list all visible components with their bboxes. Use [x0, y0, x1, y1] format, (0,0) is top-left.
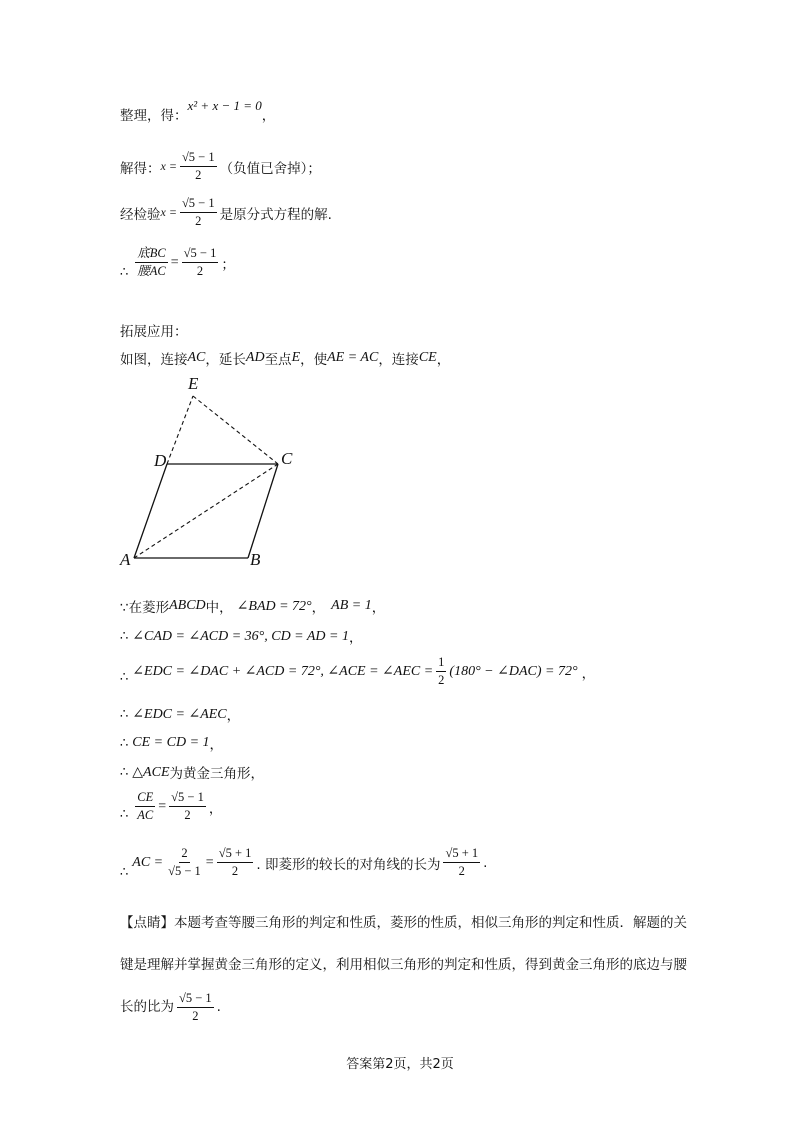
text: 经检验	[120, 206, 161, 223]
line-ratio	[120, 246, 235, 279]
math: AC	[187, 350, 206, 365]
label-a: A	[120, 550, 131, 569]
math: E	[291, 350, 301, 365]
segment-ec	[193, 396, 278, 464]
numerator: 2	[179, 846, 189, 863]
text: ；	[221, 256, 235, 273]
numerator: √5 + 1	[443, 846, 480, 863]
math: ABCD	[169, 598, 206, 613]
fraction	[135, 790, 155, 823]
line-extension-heading	[120, 320, 188, 340]
math: x =	[160, 205, 177, 219]
comment-text: 【点睛】本题考查等腰三角形的判定和性质，菱形的性质，相似三角形的判定和性质．解题的关键是理解并掌握黄金三角形的定义，利用相似三角形的判定和性质，得到黄金三角形的底边与腰长的比为	[120, 915, 687, 1015]
fraction	[166, 846, 203, 879]
therefore-symbol: ∴	[120, 764, 129, 780]
equals: =	[205, 854, 214, 870]
text: ，延长	[205, 352, 246, 368]
math: AE = AC	[327, 350, 379, 365]
denominator: 2	[231, 864, 239, 878]
label-b: B	[250, 550, 261, 569]
line-solve	[120, 150, 321, 183]
numerator: 1	[436, 655, 446, 672]
math: AD	[245, 350, 265, 365]
line-ce-cd	[120, 733, 223, 753]
diagonal-ac	[134, 464, 278, 558]
denominator: 2	[195, 214, 202, 228]
label-c: C	[281, 449, 293, 468]
fraction	[135, 246, 167, 279]
numerator: √5 − 1	[180, 196, 217, 213]
line-edc-aec	[120, 704, 240, 724]
math: △ACE	[132, 764, 170, 780]
fraction	[217, 846, 254, 879]
math: ∠BAD = 72°	[236, 598, 312, 614]
equation: x² + x − 1 = 0	[187, 98, 262, 113]
comment-paragraph	[120, 902, 690, 1028]
text: 至点	[264, 352, 292, 368]
text: 中，	[205, 600, 233, 616]
math: AB = 1	[331, 598, 372, 613]
text: 如图，连接	[120, 352, 188, 368]
side-bc	[248, 464, 278, 558]
line-angle-edc	[120, 655, 595, 688]
text: ，	[208, 800, 223, 817]
text: 解得：	[120, 160, 161, 177]
text: 是原分式方程的解.	[219, 206, 332, 223]
text: ∵在菱形	[120, 600, 170, 616]
fraction	[436, 655, 446, 688]
text: ，	[226, 708, 241, 724]
side-da	[134, 464, 167, 558]
text: ，连接	[378, 352, 419, 368]
label-d: D	[154, 451, 167, 470]
therefore-symbol: ∴	[120, 670, 129, 685]
denominator: 腰AC	[137, 264, 166, 278]
denominator: 2	[458, 864, 465, 878]
line-angle-cad	[120, 626, 363, 646]
line-verify	[120, 196, 332, 229]
text: 拓展应用：	[120, 324, 188, 340]
therefore-symbol: ∴	[120, 735, 129, 751]
denominator: 2	[438, 673, 445, 687]
fraction	[182, 246, 219, 279]
numerator: √5 − 1	[169, 790, 206, 807]
page-footer: 答案第2页，共2页	[346, 1057, 454, 1072]
equals: =	[158, 798, 167, 814]
label-e: E	[188, 374, 199, 393]
therefore-symbol: ∴	[120, 265, 129, 280]
fraction	[180, 196, 217, 229]
text: 为黄金三角形，	[169, 766, 264, 782]
fraction	[169, 790, 206, 823]
math: ∠EDC = ∠AEC	[132, 706, 227, 722]
text: ，	[261, 108, 276, 124]
numerator: √5 − 1	[180, 150, 217, 167]
denominator: 2	[184, 808, 191, 822]
text: ，	[311, 600, 326, 616]
math: (180° − ∠DAC) = 72°	[449, 664, 578, 679]
text: ，	[209, 737, 224, 753]
numerator: √5 − 1	[177, 991, 214, 1008]
text: ，	[349, 630, 363, 646]
denominator: 2	[196, 264, 204, 278]
text: ，	[371, 600, 386, 616]
denominator: √5 − 1	[168, 864, 201, 878]
fraction	[177, 991, 214, 1024]
line-golden-triangle	[120, 762, 264, 782]
numerator: √5 − 1	[182, 246, 219, 263]
text: ，使	[300, 352, 328, 368]
math: AC =	[132, 854, 164, 870]
math: CE	[418, 350, 437, 365]
math: ∠CAD = ∠ACD = 36°, CD = AD = 1	[132, 628, 349, 644]
numerator: 底BC	[135, 246, 167, 263]
text: 整理，得：	[120, 108, 188, 124]
equals: =	[170, 254, 179, 270]
text: （负值已舍掉）；	[219, 160, 321, 177]
comment-end: .	[216, 999, 221, 1015]
denominator: AC	[137, 808, 154, 822]
text: . 即菱形的较长的对角线的长为	[256, 856, 441, 873]
rhombus-figure	[110, 372, 310, 572]
therefore-symbol: ∴	[120, 628, 129, 644]
line-given	[120, 596, 385, 616]
line-construction	[120, 348, 450, 368]
fraction	[443, 846, 480, 879]
numerator: CE	[135, 790, 155, 807]
denominator: 2	[195, 168, 202, 182]
numerator: √5 + 1	[217, 846, 254, 863]
math: ∠EDC = ∠DAC + ∠ACD = 72°, ∠ACE = ∠AEC =	[132, 664, 434, 679]
segment-de	[167, 396, 193, 464]
fraction	[180, 150, 217, 183]
math: x =	[160, 159, 177, 173]
therefore-symbol: ∴	[120, 807, 129, 822]
text: .	[483, 854, 488, 871]
text: ，	[436, 352, 451, 368]
therefore-symbol: ∴	[120, 706, 129, 722]
therefore-symbol: ∴	[120, 865, 129, 880]
line-simplify	[120, 98, 276, 124]
math: CE = CD = 1	[132, 735, 210, 750]
denominator: 2	[192, 1008, 199, 1023]
text: ，	[581, 665, 596, 682]
line-ac-length	[120, 846, 487, 879]
line-ce-ac-ratio	[120, 790, 222, 823]
